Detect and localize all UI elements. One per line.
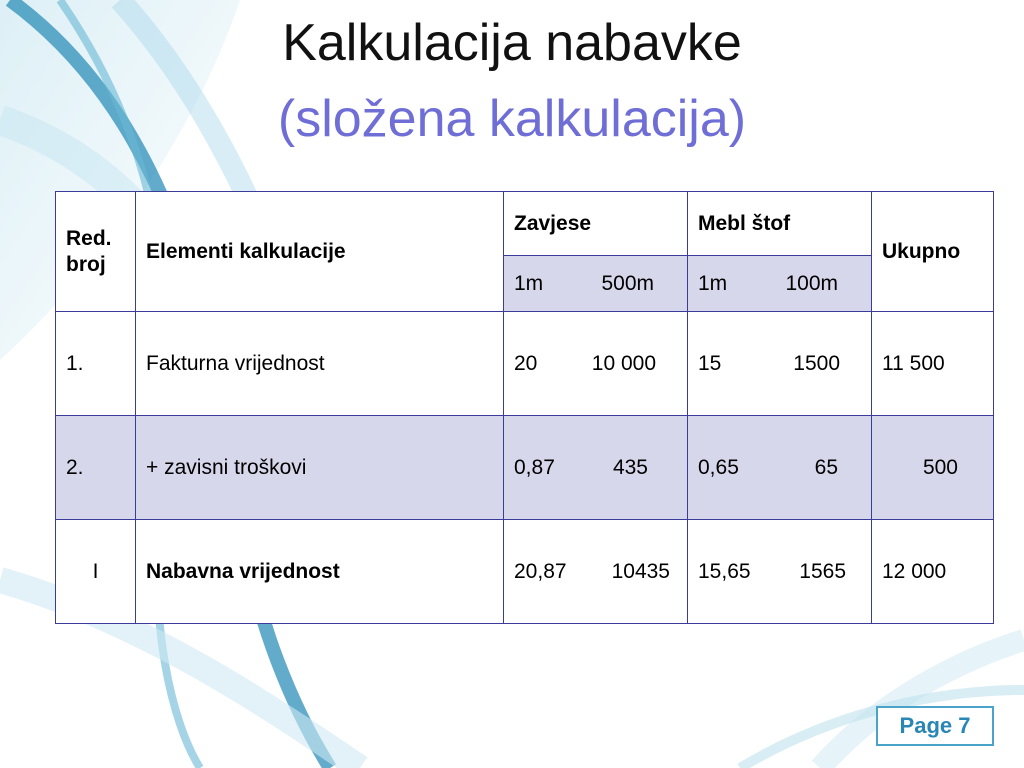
header-red-broj (56, 192, 136, 312)
row-element: Fakturna vrijednost (136, 312, 504, 416)
row-zavjese-b: 435 (612, 455, 648, 479)
row-mebl-a: 15 (698, 351, 722, 375)
page-number-badge: Page 7 (876, 706, 994, 746)
row-zavjese-a: 20 (514, 351, 538, 375)
mebl-unit-b: 100m (785, 271, 838, 295)
row-ukupno: 11 500 (872, 312, 994, 416)
row-mebl-b: 1500 (793, 351, 840, 375)
mebl-units (688, 256, 872, 312)
row-no: 2. (56, 416, 136, 520)
row-ukupno (872, 416, 994, 520)
header-elementi: Elementi kalkulacije (136, 192, 504, 312)
zavjese-unit-b: 500m (601, 271, 654, 295)
row-mebl (688, 312, 872, 416)
row-zavjese-b: 10 000 (591, 351, 656, 375)
row-no: 1. (56, 312, 136, 416)
row-mebl (688, 416, 872, 520)
row-element: + zavisni troškovi (136, 416, 504, 520)
zavjese-unit-a: 1m (514, 271, 544, 295)
row-mebl-b: 1565 (799, 559, 846, 583)
calculation-table (55, 191, 994, 624)
row-mebl-a: 15,65 (698, 559, 751, 583)
row-zavjese (504, 416, 688, 520)
row-element: Nabavna vrijednost (136, 520, 504, 624)
row-zavjese-a: 0,87 (514, 455, 555, 479)
row-ukupno: 12 000 (872, 520, 994, 624)
row-no-value: I (92, 559, 99, 583)
table-row (56, 416, 994, 520)
header-zavjese: Zavjese (504, 192, 688, 256)
table-row (56, 312, 994, 416)
row-zavjese (504, 312, 688, 416)
header-ukupno: Ukupno (872, 192, 994, 312)
zavjese-units (504, 256, 688, 312)
table-row (56, 520, 994, 624)
row-zavjese (504, 520, 688, 624)
row-zavjese-b: 10435 (611, 559, 670, 583)
header-mebl-stof: Mebl štof (688, 192, 872, 256)
slide-title: Kalkulacija nabavke (282, 14, 742, 72)
row-mebl-a: 0,65 (698, 455, 739, 479)
header-red-broj-label: Red. broj (66, 226, 112, 276)
row-zavjese-a: 20,87 (514, 559, 567, 583)
row-mebl-b: 65 (814, 455, 838, 479)
mebl-unit-a: 1m (698, 271, 728, 295)
row-ukupno-value: 500 (922, 455, 958, 479)
slide-subtitle: (složena kalkulacija) (277, 90, 747, 148)
row-mebl (688, 520, 872, 624)
row-no (56, 520, 136, 624)
